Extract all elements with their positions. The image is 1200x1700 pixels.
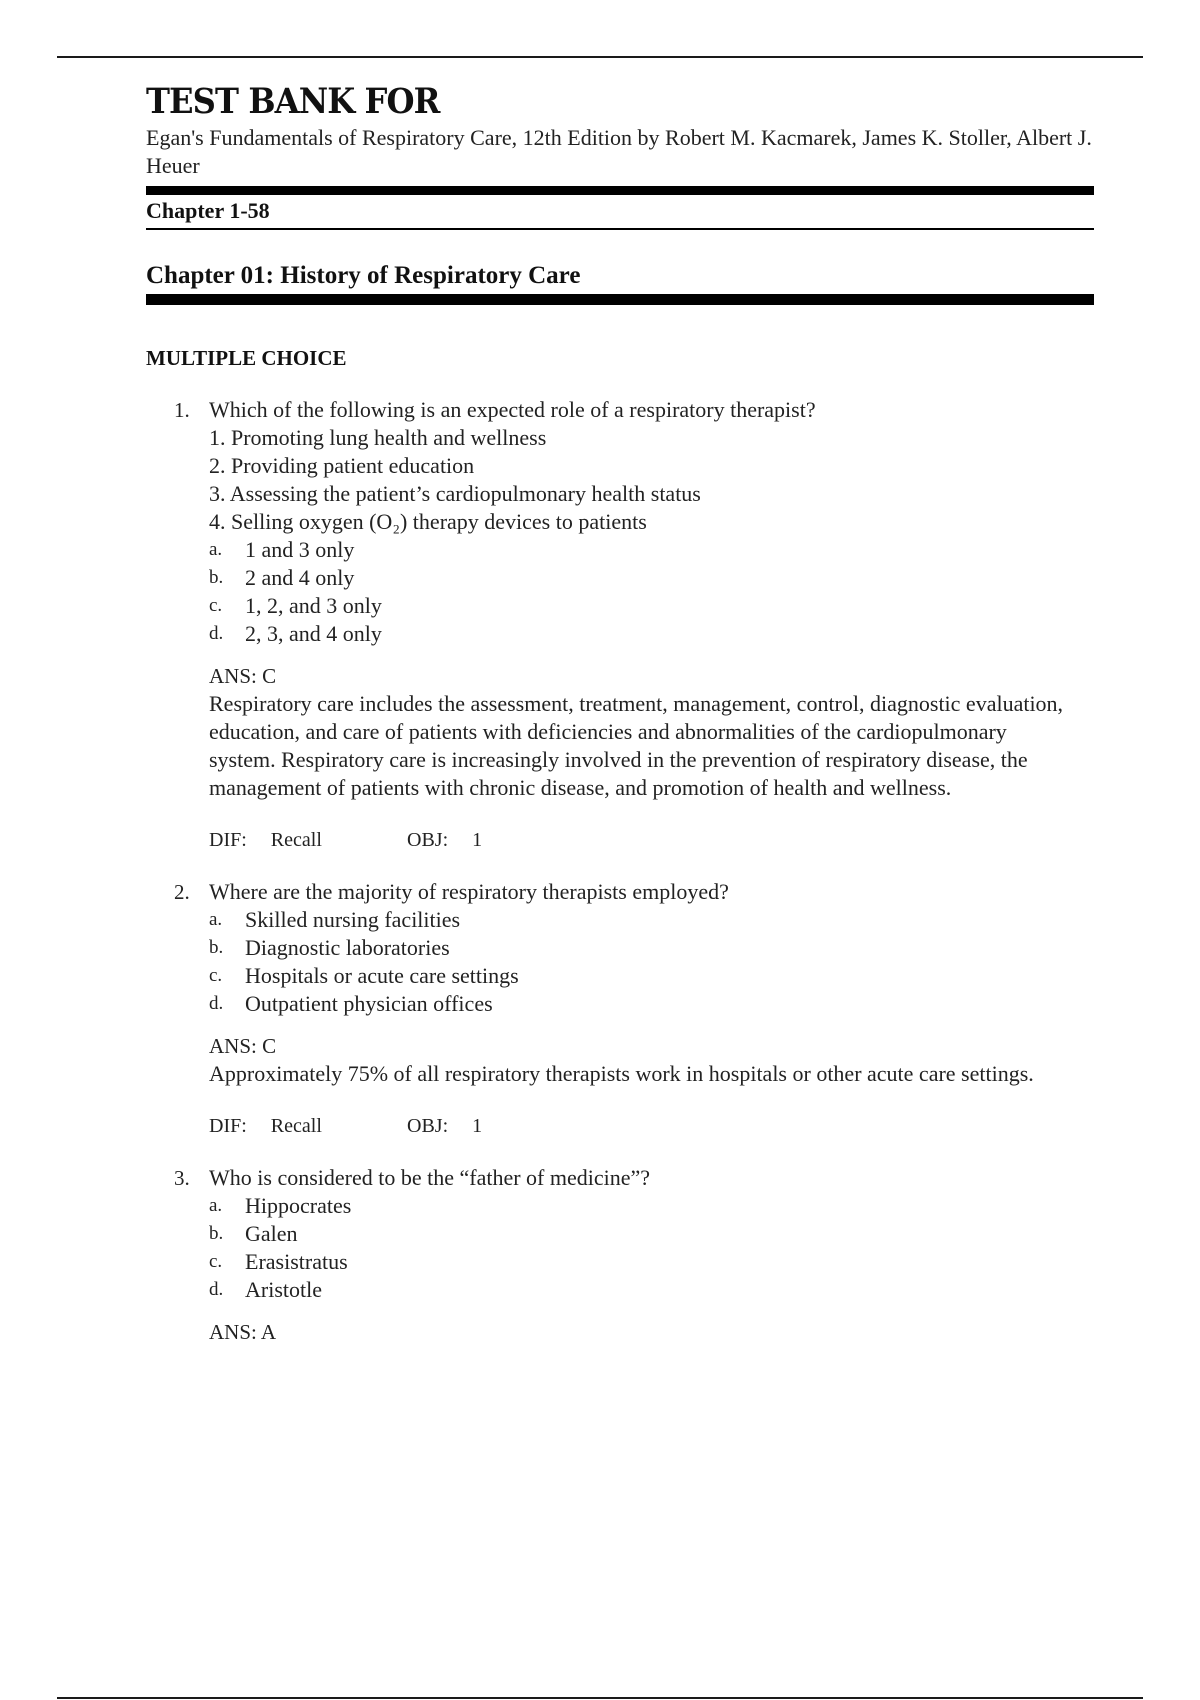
question-number: 1. bbox=[174, 398, 190, 422]
objective bbox=[407, 826, 482, 854]
document-title: TEST BANK FOR bbox=[146, 81, 440, 122]
objective-label: OBJ: bbox=[407, 829, 449, 851]
option-text: Aristotle bbox=[245, 1277, 322, 1302]
difficulty-value: Recall bbox=[270, 829, 322, 851]
question-number: 2. bbox=[174, 880, 190, 904]
option-letter: c. bbox=[209, 595, 223, 616]
answer-options bbox=[209, 906, 1094, 1018]
option-letter: d. bbox=[209, 1279, 224, 1300]
question-1 bbox=[146, 396, 1094, 854]
header-divider-thick bbox=[146, 186, 1094, 195]
statement-item: 3. Assessing the patient’s cardiopulmonary health status bbox=[209, 481, 701, 506]
option-text: Hospitals or acute care settings bbox=[245, 963, 519, 988]
option-text: 1 and 3 only bbox=[245, 537, 355, 562]
option-letter: c. bbox=[209, 1251, 223, 1272]
answer-options bbox=[209, 536, 1094, 648]
answer-option-b bbox=[209, 1220, 1094, 1248]
option-text: 2 and 4 only bbox=[245, 565, 355, 590]
objective-value: 1 bbox=[472, 1115, 483, 1137]
answer-key: ANS: C bbox=[209, 664, 277, 688]
option-letter: b. bbox=[209, 567, 224, 588]
answer-option-b bbox=[209, 564, 1094, 592]
question-stem: Who is considered to be the “father of medicine”? bbox=[209, 1165, 651, 1190]
statement-item: 2. Providing patient education bbox=[209, 453, 475, 478]
question-3 bbox=[146, 1164, 1094, 1346]
book-citation: Egan's Fundamentals of Respiratory Care, 12th Edition by Robert M. Kacmarek, James K. Stoller, Albert J. Heuer bbox=[146, 125, 1092, 178]
option-letter: d. bbox=[209, 993, 224, 1014]
objective bbox=[407, 1112, 482, 1140]
answer-key: ANS: C bbox=[209, 1034, 277, 1058]
option-text: 1, 2, and 3 only bbox=[245, 593, 382, 618]
option-letter: b. bbox=[209, 1223, 224, 1244]
difficulty-value: Recall bbox=[270, 1115, 322, 1137]
option-text: Outpatient physician offices bbox=[245, 991, 493, 1016]
header-divider-thin bbox=[146, 228, 1094, 230]
option-letter: b. bbox=[209, 937, 224, 958]
option-text: Skilled nursing facilities bbox=[245, 907, 461, 932]
statement-item: 1. Promoting lung health and wellness bbox=[209, 425, 547, 450]
answer-options bbox=[209, 1192, 1094, 1304]
difficulty bbox=[209, 1112, 407, 1140]
answer-option-a bbox=[209, 1192, 1094, 1220]
statement-item: 4. Selling oxygen (O₂) therapy devices to patients bbox=[209, 509, 647, 534]
option-text: 2, 3, and 4 only bbox=[245, 621, 382, 646]
difficulty bbox=[209, 826, 407, 854]
answer-option-d bbox=[209, 990, 1094, 1018]
answer-option-a bbox=[209, 536, 1094, 564]
section-heading: MULTIPLE CHOICE bbox=[146, 346, 347, 370]
chapter-title: Chapter 01: History of Respiratory Care bbox=[146, 262, 581, 289]
question-number: 3. bbox=[174, 1166, 190, 1190]
page-top-rule bbox=[57, 56, 1143, 58]
answer-option-c bbox=[209, 1248, 1094, 1276]
question-meta bbox=[209, 826, 1094, 854]
chapter-divider bbox=[146, 294, 1094, 305]
answer-option-b bbox=[209, 934, 1094, 962]
question-2 bbox=[146, 878, 1094, 1140]
document-page bbox=[146, 80, 1094, 1346]
answer-option-a bbox=[209, 906, 1094, 934]
option-letter: d. bbox=[209, 623, 224, 644]
chapter-range: Chapter 1-58 bbox=[146, 198, 270, 223]
answer-option-c bbox=[209, 592, 1094, 620]
page-bottom-rule bbox=[57, 1697, 1143, 1699]
option-text: Diagnostic laboratories bbox=[245, 935, 450, 960]
question-stem: Where are the majority of respiratory therapists employed? bbox=[209, 879, 729, 904]
difficulty-label: DIF: bbox=[209, 1115, 247, 1137]
option-letter: c. bbox=[209, 965, 223, 986]
option-letter: a. bbox=[209, 1195, 223, 1216]
objective-value: 1 bbox=[472, 829, 483, 851]
answer-option-d bbox=[209, 620, 1094, 648]
question-meta bbox=[209, 1112, 1094, 1140]
question-stem: Which of the following is an expected role of a respiratory therapist? bbox=[209, 397, 816, 422]
option-letter: a. bbox=[209, 909, 223, 930]
option-text: Hippocrates bbox=[245, 1193, 352, 1218]
statement-list bbox=[209, 424, 1094, 536]
answer-rationale: Respiratory care includes the assessment, treatment, management, control, diagnostic evaluation, education, and care of patients with deficiencies and abnormalities of the cardiopulmonary system. Respiratory care is increasingly involved in the prevention of respiratory disease, the management of patients with chronic disease, and promotion of health and wellness. bbox=[209, 691, 1064, 800]
option-letter: a. bbox=[209, 539, 223, 560]
answer-option-c bbox=[209, 962, 1094, 990]
difficulty-label: DIF: bbox=[209, 829, 247, 851]
objective-label: OBJ: bbox=[407, 1115, 449, 1137]
answer-option-d bbox=[209, 1276, 1094, 1304]
option-text: Galen bbox=[245, 1221, 298, 1246]
question-list bbox=[146, 396, 1094, 1346]
answer-key: ANS: A bbox=[209, 1320, 277, 1344]
option-text: Erasistratus bbox=[245, 1249, 348, 1274]
answer-rationale: Approximately 75% of all respiratory therapists work in hospitals or other acute care settings. bbox=[209, 1061, 1034, 1086]
